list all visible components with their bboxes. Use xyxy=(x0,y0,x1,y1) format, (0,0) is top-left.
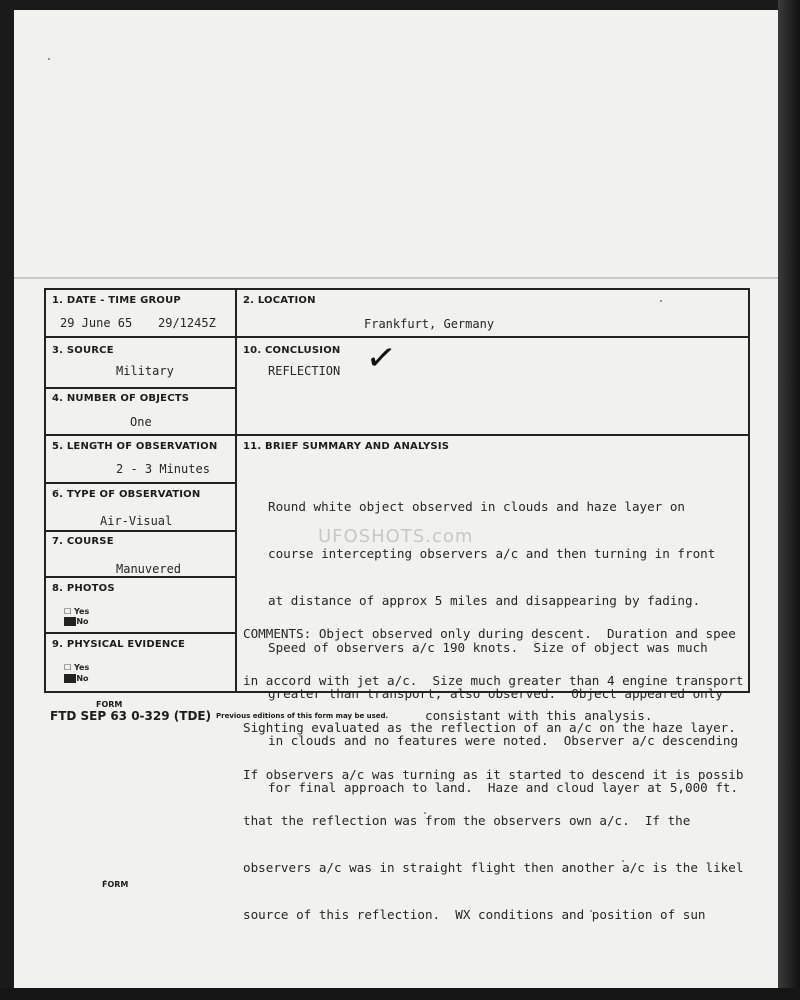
source-value: Military xyxy=(116,364,174,378)
comments-line: If observers a/c was turning as it started to descend it is possib xyxy=(243,766,744,782)
physical-evidence-yes-label: Yes xyxy=(73,663,90,672)
row-divider xyxy=(44,632,236,634)
scan-edge-bottom xyxy=(0,988,800,1000)
photos-no-mark: XX xyxy=(64,617,77,626)
checkbox-empty-icon: ☐ xyxy=(64,663,72,672)
summary-line: for final approach to land. Haze and cloud layer at 5,000 ft. xyxy=(268,779,739,795)
source-label: 3. SOURCE xyxy=(52,345,114,356)
scan-speck xyxy=(48,58,50,60)
type-of-observation-label: 6. TYPE OF OBSERVATION xyxy=(52,489,201,500)
physical-evidence-no-mark: XX xyxy=(64,674,77,683)
comments-line: in accord with jet a/c. Size much greater than 4 engine transport xyxy=(243,672,744,688)
summary-line: course intercepting observers a/c and then turning in front xyxy=(268,545,716,561)
physical-evidence-no-option xyxy=(64,674,89,683)
row-divider xyxy=(44,336,750,338)
physical-evidence-no-label: No xyxy=(76,674,89,683)
comments-line: source of this reflection. WX conditions and position of sun xyxy=(243,906,706,922)
observation-time: 29/1245Z xyxy=(158,316,216,330)
course-label: 7. COURSE xyxy=(52,536,114,547)
scan-edge-right xyxy=(778,0,800,1000)
row-divider xyxy=(44,434,750,436)
photos-yes-label: Yes xyxy=(73,607,90,616)
row-divider xyxy=(44,530,236,532)
row-divider xyxy=(44,576,236,578)
summary-line: Speed of observers a/c 190 knots. Size of object was much xyxy=(268,639,708,655)
comments-line: Sighting evaluated as the reflection of an a/c on the haze layer. xyxy=(243,719,736,735)
location-value: Frankfurt, Germany xyxy=(364,317,495,331)
form-caption-bottom: FORM xyxy=(102,880,129,889)
course-value: Manuvered xyxy=(116,562,182,576)
type-of-observation-value: Air-Visual xyxy=(100,514,173,528)
checkmark-icon: ✓ xyxy=(363,336,399,381)
length-of-observation-value: 2 - 3 Minutes xyxy=(116,462,210,476)
comments-line: COMMENTS: Object observed only during descent. Duration and spee xyxy=(243,626,736,642)
form-number: FTD SEP 63 0-329 (TDE) xyxy=(50,709,212,723)
previous-editions-note: Previous editions of this form may be used. xyxy=(216,712,389,720)
comments-text xyxy=(243,592,778,938)
comments-line: that the reflection was from the observers own a/c. If the xyxy=(243,813,691,829)
checkbox-empty-icon: ☐ xyxy=(64,607,72,616)
comments-line: observers a/c was in straight flight then another a/c is the likel xyxy=(243,860,744,876)
form-caption: FORM xyxy=(96,700,123,709)
observation-date: 29 June 65 xyxy=(60,316,133,330)
conclusion-value: REFLECTION xyxy=(268,364,341,378)
comments-last-line: consistant with this analysis. xyxy=(425,708,653,723)
conclusion-label: 10. CONCLUSION xyxy=(243,345,341,356)
row-divider xyxy=(44,387,236,389)
length-of-observation-label: 5. LENGTH OF OBSERVATION xyxy=(52,441,218,452)
number-of-objects-label: 4. NUMBER OF OBJECTS xyxy=(52,393,190,404)
location-label: 2. LOCATION xyxy=(243,295,316,306)
summary-line: greater than transport, also observed. Object appeared only xyxy=(268,686,723,702)
summary-line: at distance of approx 5 miles and disappearing by fading. xyxy=(268,592,701,608)
summary-line: in clouds and no features were noted. Observer a/c descending xyxy=(268,733,739,749)
brief-summary-label: 11. BRIEF SUMMARY AND ANALYSIS xyxy=(243,441,450,452)
row-divider xyxy=(44,482,236,484)
photos-yes-option xyxy=(64,607,89,616)
photos-label: 8. PHOTOS xyxy=(52,583,115,594)
page-fold-line xyxy=(14,277,778,279)
photos-no-option xyxy=(64,617,89,626)
watermark: UFOSHOTS.com xyxy=(318,526,474,547)
photos-no-label: No xyxy=(76,617,89,626)
physical-evidence-label: 9. PHYSICAL EVIDENCE xyxy=(52,639,185,650)
summary-line: Round white object observed in clouds and haze layer on xyxy=(268,499,686,515)
number-of-objects-value: One xyxy=(130,415,152,429)
date-time-group-label: 1. DATE - TIME GROUP xyxy=(52,295,181,306)
physical-evidence-yes-option xyxy=(64,663,89,672)
